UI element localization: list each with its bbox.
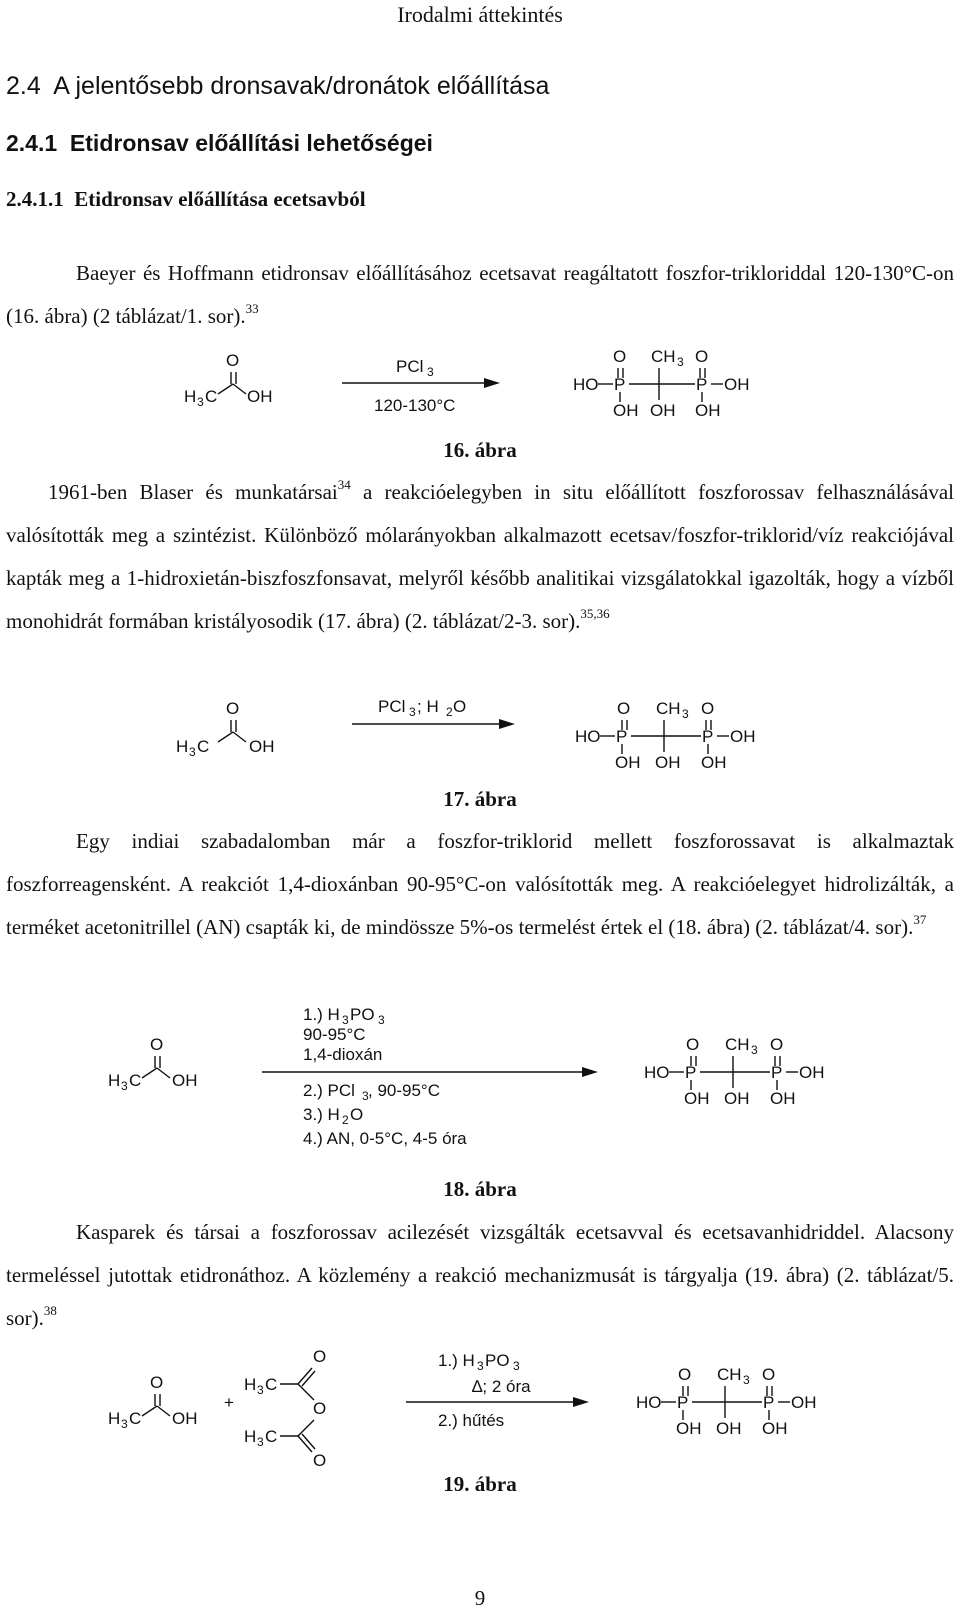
svg-text:C: C	[265, 1375, 278, 1394]
svg-text:P: P	[616, 727, 628, 746]
reaction-scheme-17	[0, 690, 960, 780]
citation-38: 38	[43, 1303, 57, 1318]
svg-text:OH: OH	[172, 1071, 198, 1090]
svg-text:PO: PO	[350, 1005, 375, 1024]
reaction-arrow-17	[352, 697, 515, 729]
svg-text:3: 3	[257, 1383, 264, 1397]
svg-text:OH: OH	[791, 1393, 817, 1412]
svg-text:CH: CH	[651, 347, 676, 366]
svg-text:3: 3	[362, 1089, 369, 1103]
reaction-conditions-18	[262, 1005, 598, 1148]
svg-text:OH: OH	[615, 753, 641, 772]
svg-text:HO: HO	[644, 1063, 670, 1082]
svg-text:P: P	[685, 1063, 697, 1082]
svg-text:O: O	[770, 1035, 784, 1054]
svg-text:C: C	[129, 1071, 142, 1090]
svg-text:O: O	[453, 697, 467, 716]
svg-text:3: 3	[751, 1043, 758, 1057]
svg-text:HO: HO	[636, 1393, 662, 1412]
reaction-arrow-16	[342, 357, 500, 415]
svg-text:H: H	[244, 1427, 257, 1446]
svg-text:3: 3	[378, 1013, 385, 1027]
plus-sign: +	[224, 1393, 234, 1412]
acetic-acid-structure	[108, 1035, 198, 1093]
figure-caption-19: 19. ábra	[443, 1472, 517, 1496]
svg-text:OH: OH	[650, 401, 676, 420]
acetic-acid-structure	[108, 1373, 198, 1431]
svg-text:; H: ; H	[417, 697, 439, 716]
svg-text:O: O	[226, 351, 240, 370]
svg-text:O: O	[762, 1365, 776, 1384]
section-heading-2-4: 2.4 A jelentősebb dronsavak/dronátok előállítása	[6, 72, 550, 100]
paragraph-4	[6, 1211, 954, 1340]
paragraph-1	[6, 252, 954, 338]
svg-text:3: 3	[409, 705, 416, 719]
svg-text:OH: OH	[770, 1089, 796, 1108]
svg-text:O: O	[150, 1035, 164, 1054]
svg-text:CH: CH	[656, 699, 681, 718]
svg-text:3: 3	[427, 365, 434, 379]
svg-text:OH: OH	[172, 1409, 198, 1428]
svg-text:3: 3	[342, 1013, 349, 1027]
figure-caption-17: 17. ábra	[443, 787, 517, 811]
svg-text:P: P	[614, 375, 626, 394]
svg-text:3: 3	[677, 355, 684, 369]
paragraph-2-text-b: a reakcióelegyben in situ előállított foszforossav felhasználásával valósították meg a szintézist. Különböző mólarányokban alkalmazott ecetsav/foszfor-triklorid/víz reakciójával kapták meg a 1-hidroxietán-biszfoszfonsavat, melyről később analitikai vizsgálatokkal igazolták, hogy a vízből monohidrát formában kristályosodik (17. ábra) (2. táblázat/2-3. sor).	[6, 480, 955, 633]
svg-text:3: 3	[682, 707, 689, 721]
citation-35-36: 35,36	[580, 606, 610, 621]
svg-text:C: C	[197, 737, 210, 756]
svg-text:3: 3	[121, 1417, 128, 1431]
reaction-scheme-16	[0, 342, 960, 422]
svg-text:O: O	[313, 1399, 327, 1418]
etidronic-acid-structure	[575, 699, 756, 772]
svg-text:O: O	[695, 347, 709, 366]
svg-text:P: P	[696, 375, 708, 394]
svg-text:OH: OH	[684, 1089, 710, 1108]
etidronic-acid-structure	[636, 1365, 817, 1438]
svg-text:, 90-95°C: , 90-95°C	[368, 1081, 441, 1100]
svg-text:OH: OH	[701, 753, 727, 772]
svg-text:90-95°C: 90-95°C	[303, 1025, 366, 1044]
paragraph-4-text: Kasparek és társai a foszforossav acilezését vizsgálták ecetsavval és ecetsavanhidriddel. Alacsony termeléssel jutottak etidronáthoz. A közlemény a reakció mechanizmusát is tárgyalja (19. ábra) (2. táblázat/5. sor).	[6, 1220, 954, 1330]
svg-text:HO: HO	[573, 375, 599, 394]
svg-text:PCl: PCl	[378, 697, 406, 716]
svg-text:P: P	[677, 1393, 689, 1412]
svg-text:1.) H: 1.) H	[438, 1351, 475, 1370]
svg-text:OH: OH	[762, 1419, 788, 1438]
svg-text:O: O	[313, 1347, 327, 1366]
svg-text:O: O	[350, 1105, 364, 1124]
etidronic-acid-structure	[573, 347, 750, 420]
figure-caption-16: 16. ábra	[443, 438, 517, 462]
svg-text:C: C	[265, 1427, 278, 1446]
reaction-scheme-19	[0, 1340, 960, 1470]
svg-text:OH: OH	[676, 1419, 702, 1438]
paragraph-3-text: Egy indiai szabadalomban már a foszfor-triklorid mellett foszforossavat is alkalmaztak foszforreagensként. A reakciót 1,4-dioxánban 90-95°C-on valósították meg. A reakcióelegyet hidrolizálták, a terméket acetonitrillel (AN) csapták ki, de mindössze 5%-os termelést értek el (18. ábra) (2. táblázat/4. sor).	[6, 829, 954, 939]
svg-text:1.) H: 1.) H	[303, 1005, 340, 1024]
citation-37: 37	[913, 912, 927, 927]
svg-text:3: 3	[257, 1435, 264, 1449]
svg-text:P: P	[771, 1063, 783, 1082]
svg-text:OH: OH	[724, 1089, 750, 1108]
svg-text:3: 3	[197, 395, 204, 409]
svg-text:3: 3	[513, 1359, 520, 1373]
svg-text:O: O	[613, 347, 627, 366]
svg-text:3.) H: 3.) H	[303, 1105, 340, 1124]
svg-text:H: H	[108, 1409, 121, 1428]
svg-text:∆; 2 óra: ∆; 2 óra	[472, 1377, 531, 1396]
figure-caption-18: 18. ábra	[443, 1177, 517, 1201]
reaction-conditions-19	[406, 1351, 589, 1430]
svg-text:P: P	[702, 727, 714, 746]
svg-text:H: H	[184, 387, 197, 406]
svg-text:H: H	[108, 1071, 121, 1090]
acetic-acid-structure	[176, 699, 275, 759]
svg-text:OH: OH	[695, 401, 721, 420]
page-number: 9	[474, 1586, 486, 1610]
svg-text:120-130°C: 120-130°C	[374, 396, 456, 415]
svg-text:PO: PO	[485, 1351, 510, 1370]
svg-text:OH: OH	[799, 1063, 825, 1082]
section-heading-2-4-1: 2.4.1 Etidronsav előállítási lehetőségei	[6, 130, 433, 156]
svg-text:H: H	[176, 737, 189, 756]
svg-text:O: O	[678, 1365, 692, 1384]
svg-text:OH: OH	[724, 375, 750, 394]
svg-text:CH: CH	[725, 1035, 750, 1054]
citation-34: 34	[337, 477, 351, 492]
svg-text:OH: OH	[249, 737, 275, 756]
svg-text:CH: CH	[717, 1365, 742, 1384]
svg-text:3: 3	[477, 1359, 484, 1373]
paragraph-3	[6, 820, 954, 949]
svg-text:O: O	[686, 1035, 700, 1054]
svg-text:C: C	[205, 387, 218, 406]
svg-text:3: 3	[189, 745, 196, 759]
svg-text:2.) hűtés: 2.) hűtés	[438, 1411, 505, 1430]
section-heading-2-4-1-1: 2.4.1.1 Etidronsav előállítása ecetsavból	[6, 187, 366, 211]
svg-text:O: O	[226, 699, 240, 718]
svg-text:3: 3	[121, 1079, 128, 1093]
svg-text:OH: OH	[613, 401, 639, 420]
svg-text:3: 3	[743, 1373, 750, 1387]
svg-text:P: P	[763, 1393, 775, 1412]
svg-text:OH: OH	[730, 727, 756, 746]
paragraph-2-text-a: 1961-ben Blaser és munkatársai	[48, 480, 338, 504]
svg-text:OH: OH	[247, 387, 273, 406]
acetic-anhydride-structure	[244, 1347, 326, 1470]
svg-text:H: H	[244, 1375, 257, 1394]
running-header: Irodalmi áttekintés	[397, 2, 563, 27]
svg-text:OH: OH	[655, 753, 681, 772]
citation-33: 33	[245, 301, 259, 316]
svg-text:1,4-dioxán: 1,4-dioxán	[303, 1045, 383, 1064]
svg-text:2.) PCl: 2.) PCl	[303, 1081, 355, 1100]
etidronic-acid-structure	[644, 1035, 825, 1108]
paragraph-2	[6, 471, 954, 643]
svg-text:2: 2	[342, 1113, 349, 1127]
svg-text:OH: OH	[716, 1419, 742, 1438]
svg-text:O: O	[701, 699, 715, 718]
svg-text:4.) AN, 0-5°C, 4-5 óra: 4.) AN, 0-5°C, 4-5 óra	[303, 1129, 467, 1148]
svg-text:O: O	[617, 699, 631, 718]
paragraph-1-text: Baeyer és Hoffmann etidronsav előállításához ecetsavat reagáltatott foszfor-trikloriddal 120-130°C-on (16. ábra) (2 táblázat/1. sor).	[6, 261, 954, 328]
svg-text:O: O	[313, 1451, 327, 1470]
acetic-acid-structure	[184, 351, 273, 409]
svg-text:HO: HO	[575, 727, 601, 746]
svg-text:2: 2	[446, 705, 453, 719]
reaction-scheme-18	[0, 1000, 960, 1160]
svg-text:C: C	[129, 1409, 142, 1428]
svg-text:PCl: PCl	[396, 357, 424, 376]
svg-text:O: O	[150, 1373, 164, 1392]
